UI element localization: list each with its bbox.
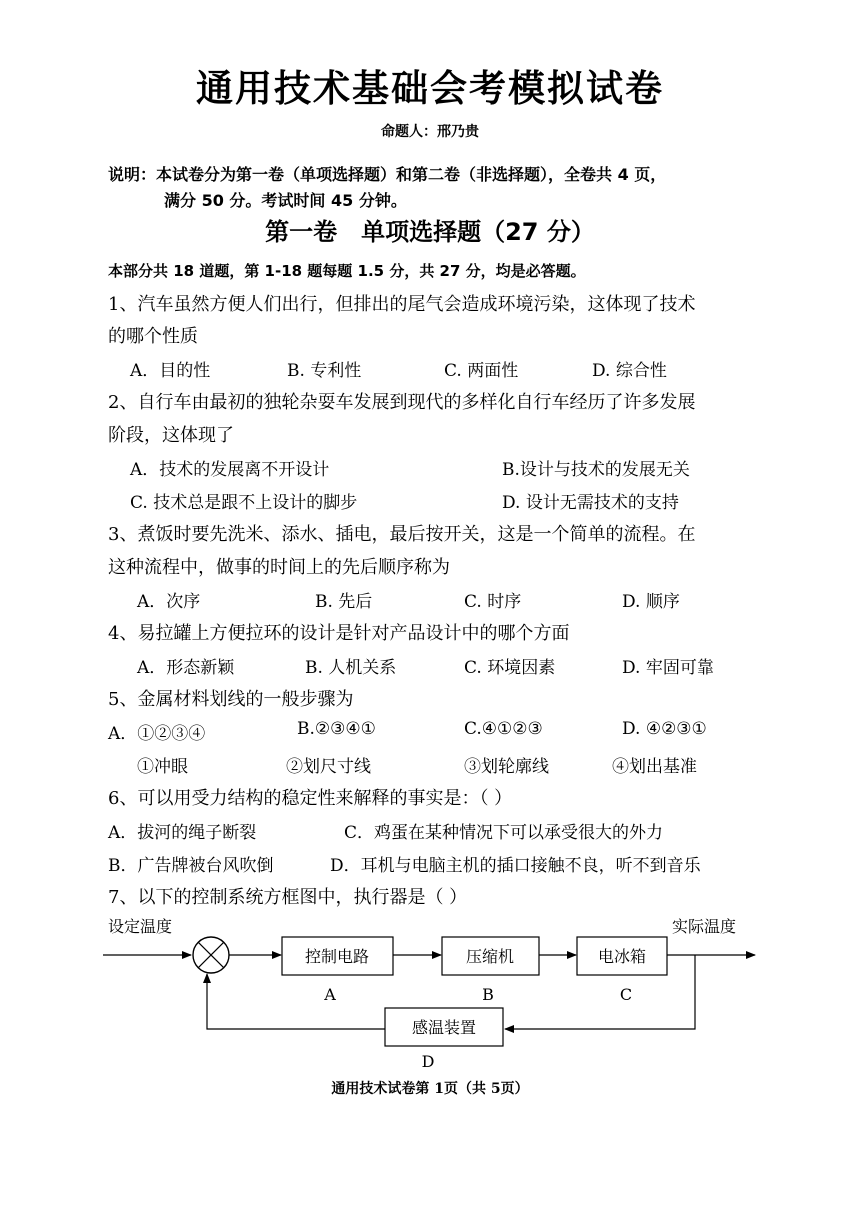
question-2-option-d: D. 设计无需技术的支持 xyxy=(502,493,679,513)
question-5-stem: 5、金属材料划线的一般步骤为 xyxy=(108,689,354,710)
comparator-symbol xyxy=(193,937,229,973)
question-1-stem: 1、汽车虽然方便人们出行，但排出的尾气会造成环境污染，这体现了技术 xyxy=(108,294,696,315)
question-1-option-c: C. 两面性 xyxy=(444,361,519,381)
question-4-option-a: A．形态新颖 xyxy=(137,658,235,678)
question-3-stem: 3、煮饭时要先洗米、添水、插电，最后按开关，这是一个简单的流程。在 xyxy=(108,524,696,545)
instructions-line-2: 满分 50 分。考试时间 45 分钟。 xyxy=(164,191,407,210)
question-4-option-c: C. 环境因素 xyxy=(464,658,556,678)
question-4-option-b: B. 人机关系 xyxy=(305,658,397,678)
question-3-option-a: A．次序 xyxy=(137,592,201,612)
question-5-step-3: ③划轮廓线 xyxy=(464,757,549,777)
question-6-option-d: D．耳机与电脑主机的插口接触不良，听不到音乐 xyxy=(330,856,701,876)
question-6-option-b: B．广告牌被台风吹倒 xyxy=(108,856,274,876)
section-title: 第一卷 单项选择题（27 分） xyxy=(265,218,595,246)
block-b-label: 压缩机 xyxy=(465,947,515,966)
question-3-option-c: C. 时序 xyxy=(464,592,522,612)
question-5-step-2: ②划尺寸线 xyxy=(286,757,371,777)
question-5-option-d: D. ④②③① xyxy=(622,719,707,739)
question-6-option-a: A．拔河的绳子断裂 xyxy=(108,823,257,843)
question-3-option-b: B. 先后 xyxy=(315,592,373,612)
letter-a: A xyxy=(324,985,336,1004)
question-1-stem-cont: 的哪个性质 xyxy=(108,326,198,347)
question-1-option-a: A．目的性 xyxy=(130,361,211,381)
block-d-label: 感温装置 xyxy=(411,1018,477,1037)
question-5-option-c: C.④①②③ xyxy=(464,719,543,739)
question-6-option-c: C．鸡蛋在某种情况下可以承受很大的外力 xyxy=(344,823,664,843)
author-line: 命题人：邢乃贵 xyxy=(381,124,479,140)
question-5-step-1: ①冲眼 xyxy=(137,757,188,777)
block-c-label: 电冰箱 xyxy=(597,947,647,966)
section-intro: 本部分共 18 道题，第 1-18 题每题 1.5 分，共 27 分，均是必答题。 xyxy=(108,262,586,280)
feedback-arrow-out xyxy=(207,974,385,1029)
question-2-stem: 2、自行车由最初的独轮杂耍车发展到现代的多样化自行车经历了许多发展 xyxy=(108,392,696,413)
question-3-option-d: D. 顺序 xyxy=(622,592,680,612)
control-system-diagram xyxy=(0,905,860,1075)
letter-b: B xyxy=(482,985,494,1004)
input-label: 设定温度 xyxy=(108,917,173,936)
instructions-line-1: 说明：本试卷分为第一卷（单项选择题）和第二卷（非选择题），全卷共 4 页， xyxy=(108,165,667,184)
page-title: 通用技术基础会考模拟试卷 xyxy=(196,67,664,110)
question-1-option-b: B. 专利性 xyxy=(287,361,362,381)
question-7-stem: 7、以下的控制系统方框图中，执行器是（ ） xyxy=(108,887,468,908)
question-2-stem-cont: 阶段，这体现了 xyxy=(108,425,234,446)
question-4-stem: 4、易拉罐上方便拉环的设计是针对产品设计中的哪个方面 xyxy=(108,623,570,644)
question-4-option-d: D. 牢固可靠 xyxy=(622,658,714,678)
block-a-label: 控制电路 xyxy=(304,947,370,966)
page-footer: 通用技术试卷第 1页（共 5页） xyxy=(331,1081,529,1097)
output-label: 实际温度 xyxy=(672,917,737,936)
letter-c: C xyxy=(619,985,633,1004)
question-5-option-b: B.②③④① xyxy=(297,719,376,739)
question-2-option-c: C. 技术总是跟不上设计的脚步 xyxy=(130,493,358,513)
question-5-step-4: ④划出基准 xyxy=(612,757,697,777)
question-1-option-d: D. 综合性 xyxy=(592,361,667,381)
letter-d: D xyxy=(421,1052,435,1071)
question-5-option-a: A．①②③④ xyxy=(108,724,206,744)
question-6-stem: 6、可以用受力结构的稳定性来解释的事实是：（ ） xyxy=(108,788,513,809)
question-3-stem-cont: 这种流程中，做事的时间上的先后顺序称为 xyxy=(108,557,450,578)
question-2-option-a: A．技术的发展离不开设计 xyxy=(130,460,330,480)
question-2-option-b: B.设计与技术的发展无关 xyxy=(502,460,690,480)
